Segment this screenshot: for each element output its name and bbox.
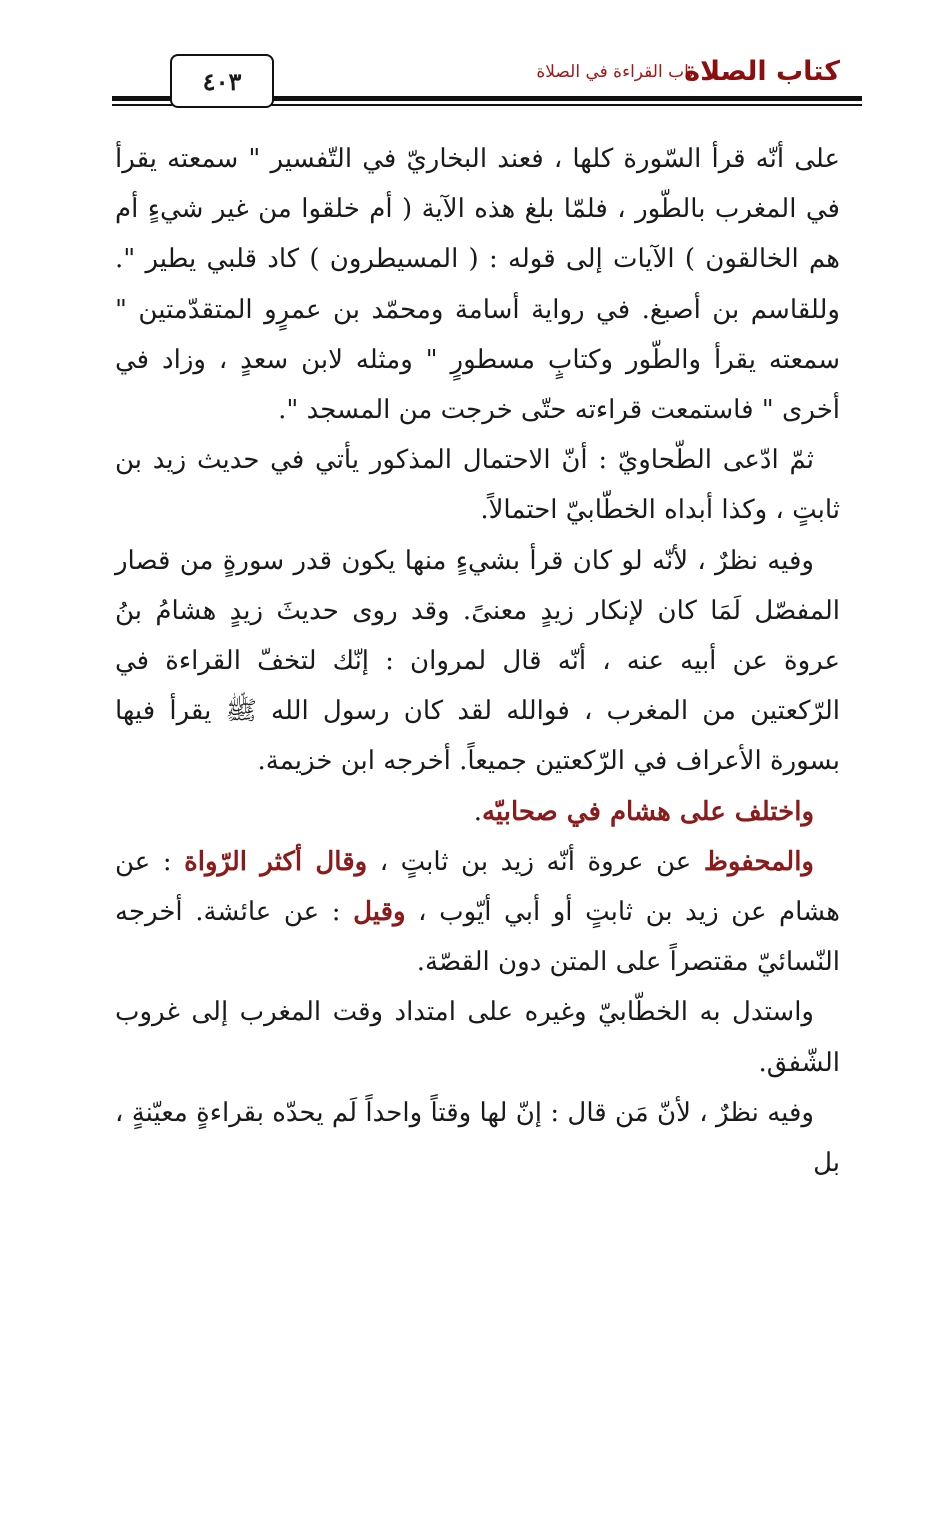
chapter-title: باب القراءة في الصلاة — [536, 62, 694, 82]
book-title: كتاب الصلاة — [684, 56, 840, 87]
paragraph-6: واستدل به الخطّابيّ وغيره على امتداد وقت المغرب إلى غروب الشّفق. — [115, 997, 840, 1078]
paragraph-5-text-1: عن عروة أنّه زيد بن ثابتٍ ، — [367, 846, 704, 877]
page-body — [115, 134, 840, 1188]
paragraph-4 — [115, 787, 840, 837]
paragraph-7: وفيه نظرٌ ، لأنّ مَن قال : إنّ لها وقتاً واحداً لَم يحدّه بقراءةٍ معيّنةٍ ، بل — [115, 1097, 840, 1179]
paragraph-5-text-2: : عن هشام عن زيد بن ثابتٍ أو أبي أيّوب ، — [115, 846, 840, 928]
page-number-box — [170, 54, 274, 108]
page-header — [112, 48, 862, 110]
page-number: ٤٠٣ — [202, 66, 242, 96]
paragraph-2: ثمّ ادّعى الطّحاويّ : أنّ الاحتمال المذكور يأتي في حديث زيد بن ثابتٍ ، وكذا أبداه الخطّابيّ احتمالاً. — [115, 445, 840, 526]
highlight-akthar-ruwat: وقال أكثر الرّواة — [184, 846, 368, 877]
highlight-mahfooz: والمحفوظ — [703, 846, 814, 877]
highlight-ikhtalafa: واختلف على هشام في صحابيّه — [481, 796, 814, 827]
paragraph-5-text-3: : عن عائشة. أخرجه النّسائيّ مقتصراً على المتن دون القصّة. — [115, 897, 840, 978]
highlight-qeel: وقيل — [353, 897, 406, 928]
paragraph-1: على أنّه قرأ السّورة كلها ، فعند البخاريّ في التّفسير " سمعته يقرأ في المغرب بالطّور ، فلمّا بلغ هذه الآية ( أم خلقوا من غير شيءٍ أم هم الخالقون ) الآيات إلى قوله : ( المسيطرون ) كاد قلبي يطير ". وللقاسم بن أصبغ. في رواية أسامة ومحمّد بن عمرٍو المتقدّمتين " سمعته يقرأ والطّور وكتابٍ مسطورٍ " ومثله لابن سعدٍ ، وزاد في أخرى " فاستمعت قراءته حتّى خرجت من المسجد ". — [115, 144, 840, 426]
paragraph-4-text: . — [473, 796, 482, 827]
paragraph-3: وفيه نظرٌ ، لأنّه لو كان قرأ بشيءٍ منها يكون قدر سورةٍ من قصار المفصّل لَمَا كان لإنكار زيدٍ معنىً. وقد روى حديثَ زيدٍ هشامُ بنُ عروة عن أبيه عنه ، أنّه قال لمروان : إنّك لتخفّ القراءة في الرّكعتين من المغرب ، فوالله لقد كان رسول الله ﷺ يقرأ فيها بسورة الأعراف في الرّكعتين جميعاً. أخرجه ابن خزيمة. — [115, 545, 840, 777]
paragraph-5 — [115, 837, 840, 988]
